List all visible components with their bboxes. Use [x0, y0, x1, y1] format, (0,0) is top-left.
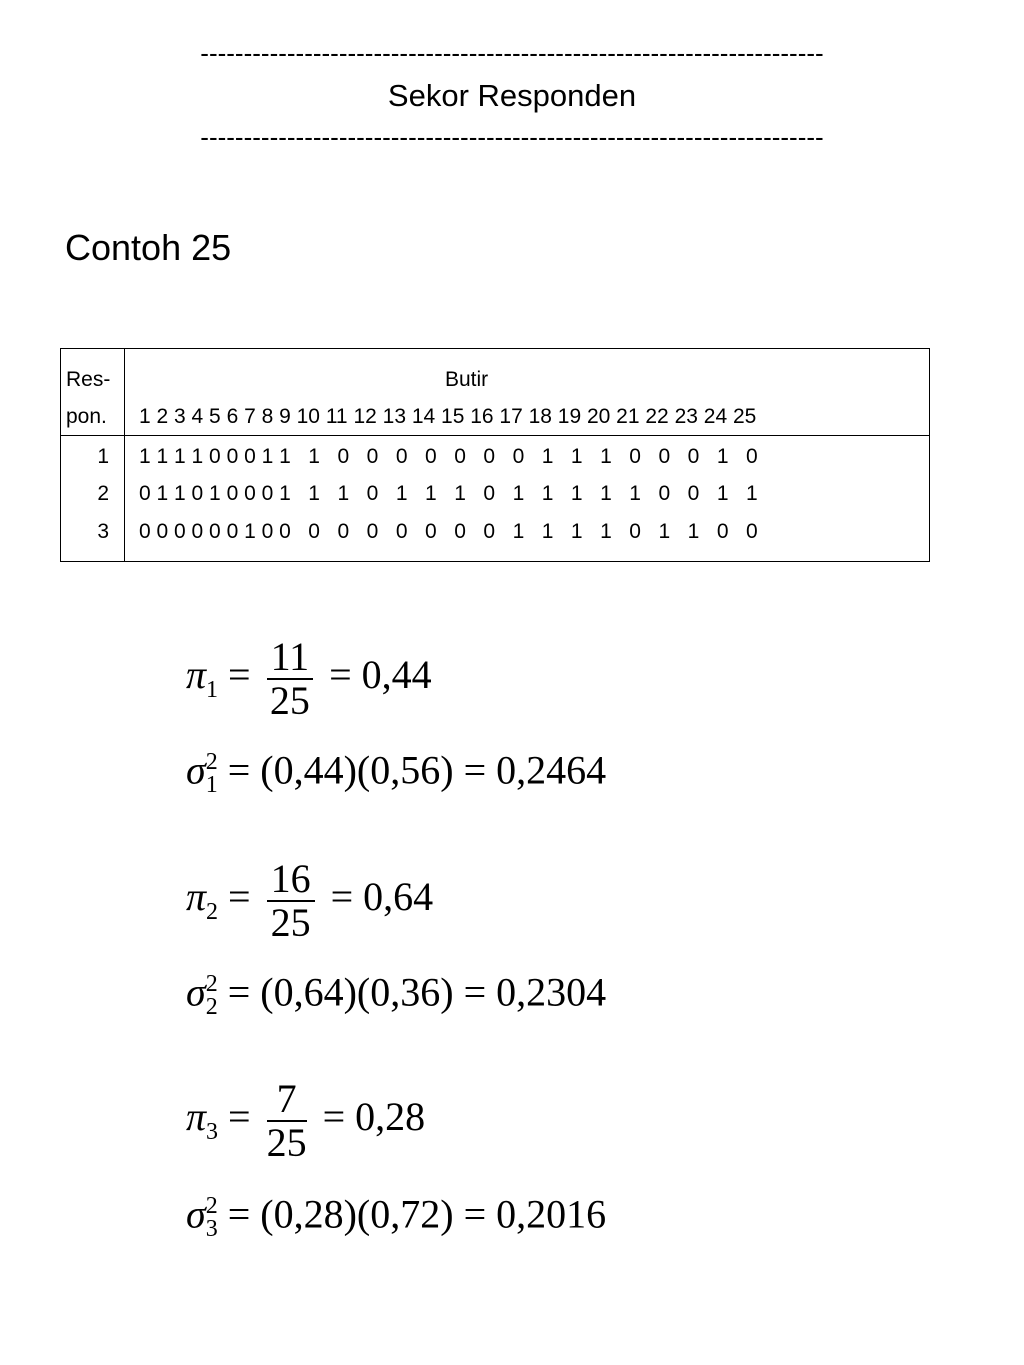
- fraction-numerator: 11: [267, 636, 314, 680]
- top-rule: ------------------------------------------------------------------------: [200, 38, 824, 68]
- item-number-headers: 1 2 3 4 5 6 7 8 9 10 11 12 13 14 15 16 17 18 19 20 21 22 23 24 25: [139, 405, 757, 428]
- respondent-number: 3: [97, 520, 109, 543]
- fraction-numerator: 16: [267, 858, 315, 902]
- pi-subscript: 2: [206, 899, 219, 926]
- equals-sign: =: [228, 652, 251, 698]
- pi-result: = 0,28: [322, 1094, 426, 1140]
- header-title: Sekor Responden: [387, 78, 637, 113]
- fraction: [267, 636, 314, 722]
- item-group-header: Butir: [445, 368, 489, 391]
- pi-subscript: 1: [206, 677, 219, 704]
- sigma-subscript: 1: [205, 772, 218, 799]
- section-title: Contoh 25: [65, 227, 232, 268]
- column-divider: [124, 349, 125, 561]
- respondent-header-line2: pon.: [66, 405, 107, 428]
- respondent-scores: 1 1 1 1 0 0 0 1 1 1 0 0 0 0 0 0 0 1 1 1 0 0 0 1 0: [139, 445, 758, 468]
- fraction: [267, 858, 315, 944]
- pi-formula: [186, 858, 433, 944]
- sigma-symbol: σ: [186, 969, 206, 1015]
- pi-subscript: 3: [206, 1119, 219, 1146]
- pi-result: = 0,64: [330, 874, 434, 920]
- pi-symbol: π: [186, 874, 207, 920]
- fraction-denominator: 25: [270, 900, 311, 945]
- pi-formula: [186, 636, 432, 722]
- variance-expression: = (0,44)(0,56) = 0,2464: [227, 747, 607, 793]
- variance-expression: = (0,28)(0,72) = 0,2016: [227, 1191, 607, 1237]
- respondent-scores: 0 1 1 0 1 0 0 0 1 1 1 0 1 1 1 0 1 1 1 1 1 0 0 1 1: [139, 482, 758, 505]
- variance-formula: [186, 962, 606, 1029]
- variance-formula: [186, 1184, 606, 1251]
- equals-sign: =: [228, 1094, 251, 1140]
- fraction-denominator: 25: [269, 678, 310, 723]
- bottom-rule: ------------------------------------------------------------------------: [200, 122, 824, 152]
- variance-expression: = (0,64)(0,36) = 0,2304: [227, 969, 607, 1015]
- sigma-symbol: σ: [186, 1191, 206, 1237]
- sigma-superscript: 2: [205, 1193, 218, 1219]
- header-divider: [61, 435, 929, 436]
- respondent-scores: 0 0 0 0 0 0 1 0 0 0 0 0 0 0 0 0 1 1 1 1 0 1 1 0 0: [139, 520, 758, 543]
- pi-result: = 0,44: [329, 652, 432, 698]
- sigma-superscript: 2: [205, 971, 218, 997]
- score-table: [60, 348, 930, 562]
- pi-formula: [186, 1078, 425, 1164]
- pi-symbol: π: [186, 652, 207, 698]
- sigma-subscript: 2: [205, 994, 218, 1021]
- respondent-header-line1: Res-: [66, 368, 111, 391]
- sigma-superscript: 2: [205, 749, 218, 775]
- sigma-symbol: σ: [186, 747, 206, 793]
- fraction-numerator: 7: [267, 1078, 307, 1122]
- fraction: [267, 1078, 307, 1164]
- respondent-number: 1: [97, 445, 109, 468]
- respondent-number: 2: [97, 482, 109, 505]
- fraction-denominator: 25: [266, 1120, 307, 1165]
- pi-symbol: π: [186, 1094, 207, 1140]
- variance-formula: [186, 740, 606, 807]
- equals-sign: =: [228, 874, 251, 920]
- sigma-subscript: 3: [205, 1216, 218, 1243]
